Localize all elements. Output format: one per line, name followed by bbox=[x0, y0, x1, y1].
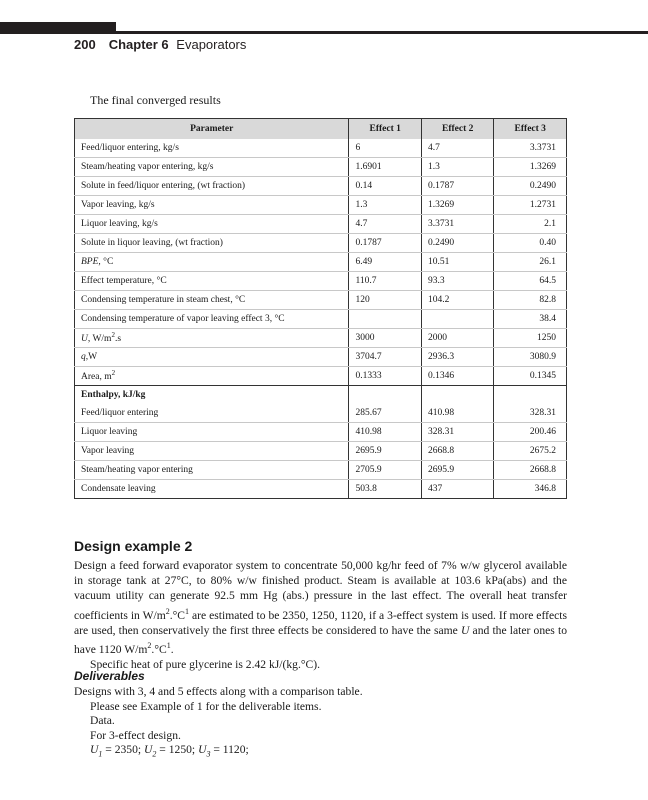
result-effect-3-cell: 2.1 bbox=[494, 215, 567, 234]
result-effect-1-cell: 0.1787 bbox=[349, 234, 422, 253]
enthalpy-effect-3-cell: 328.31 bbox=[494, 404, 567, 423]
result-row bbox=[75, 310, 567, 329]
page-number: 200 bbox=[74, 37, 96, 52]
results-table bbox=[74, 118, 567, 499]
result-effect-2-cell: 0.1346 bbox=[421, 367, 494, 386]
result-row bbox=[75, 253, 567, 272]
chapter-label: Chapter 6 bbox=[108, 37, 169, 52]
result-param-cell: Feed/liquor entering, kg/s bbox=[75, 139, 349, 158]
result-effect-2-cell: 2936.3 bbox=[421, 348, 494, 367]
result-effect-2-cell: 3.3731 bbox=[421, 215, 494, 234]
result-effect-3-cell: 64.5 bbox=[494, 272, 567, 291]
result-param-cell: Condensing temperature of vapor leaving effect 3, °C bbox=[75, 310, 349, 329]
enthalpy-effect-1-cell: 410.98 bbox=[349, 423, 422, 442]
enthalpy-effect-3-cell: 2668.8 bbox=[494, 461, 567, 480]
result-effect-1-cell bbox=[349, 310, 422, 329]
result-param-cell: Area, $m^2$ bbox=[75, 367, 349, 386]
result-row bbox=[75, 177, 567, 196]
header-effect-3: Effect 3 bbox=[494, 119, 567, 140]
result-effect-1-cell: 1.3 bbox=[349, 196, 422, 215]
header-effect-2: Effect 2 bbox=[421, 119, 494, 140]
result-effect-1-cell: 110.7 bbox=[349, 272, 422, 291]
empty-cell bbox=[494, 386, 567, 405]
result-row bbox=[75, 329, 567, 348]
result-effect-2-cell: 1.3 bbox=[421, 158, 494, 177]
enthalpy-section-row bbox=[75, 386, 567, 405]
enthalpy-effect-1-cell: 2695.9 bbox=[349, 442, 422, 461]
enthalpy-row bbox=[75, 423, 567, 442]
result-param-cell: Steam/heating vapor entering, kg/s bbox=[75, 158, 349, 177]
result-row bbox=[75, 367, 567, 386]
enthalpy-effect-1-cell: 503.8 bbox=[349, 480, 422, 499]
three-effect-line: For 3-effect design. bbox=[90, 728, 181, 742]
enthalpy-effect-2-cell: 437 bbox=[421, 480, 494, 499]
result-effect-1-cell: 1.6901 bbox=[349, 158, 422, 177]
result-effect-1-cell: 6.49 bbox=[349, 253, 422, 272]
enthalpy-param-cell: Steam/heating vapor entering bbox=[75, 461, 349, 480]
result-effect-1-cell: 120 bbox=[349, 291, 422, 310]
result-effect-3-cell: 82.8 bbox=[494, 291, 567, 310]
result-effect-3-cell: 3.3731 bbox=[494, 139, 567, 158]
enthalpy-effect-1-cell: 2705.9 bbox=[349, 461, 422, 480]
enthalpy-row bbox=[75, 404, 567, 423]
deliverables-list bbox=[74, 685, 363, 762]
result-row bbox=[75, 139, 567, 158]
result-effect-1-cell: 0.14 bbox=[349, 177, 422, 196]
result-effect-2-cell: 104.2 bbox=[421, 291, 494, 310]
result-effect-3-cell: 26.1 bbox=[494, 253, 567, 272]
result-row bbox=[75, 272, 567, 291]
result-param-cell: q,W bbox=[75, 348, 349, 367]
enthalpy-param-cell: Condensate leaving bbox=[75, 480, 349, 499]
enthalpy-body bbox=[75, 386, 567, 499]
u-values-line: $U_1 = 2350$; $U_2 = 1250$; $U_3 = 1120$; bbox=[90, 743, 249, 759]
result-effect-2-cell: 1.3269 bbox=[421, 196, 494, 215]
enthalpy-row bbox=[75, 461, 567, 480]
design-paragraph: Design a feed forward evaporator system to concentrate 50,000 kg/hr feed of 7% w/w glycerol available in storage tank at 27°C, to 80% w/w finished product. Steam is available at 103.6 kPa(abs) and the vacuum utility can generate 92.5 mm Hg (abs.) pressure in the last effect. The overall heat transfer coefficients in $W/m^2.^\circ C^1$ are estimated to be 2350, 1250, 1120, if a 3-effect system is used. If more effects are used, then conservatively the first three effects be considered to have the same U and the later ones to have 1120 $W/m^2.^\circ C^1$. bbox=[74, 559, 567, 656]
design-example-title: Design example 2 bbox=[74, 538, 193, 554]
result-effect-1-cell: 3000 bbox=[349, 329, 422, 348]
enthalpy-row bbox=[75, 442, 567, 461]
chapter-title: Evaporators bbox=[176, 37, 247, 52]
specific-heat-line: Specific heat of pure glycerine is 2.42 kJ/(kg.°C). bbox=[90, 657, 321, 671]
deliverables-title: Deliverables bbox=[74, 669, 145, 683]
result-effect-3-cell: 38.4 bbox=[494, 310, 567, 329]
result-effect-2-cell: 2000 bbox=[421, 329, 494, 348]
result-param-cell: Solute in feed/liquor entering, (wt fraction) bbox=[75, 177, 349, 196]
result-param-cell: Vapor leaving, kg/s bbox=[75, 196, 349, 215]
design-description bbox=[74, 558, 567, 672]
result-effect-3-cell: 0.40 bbox=[494, 234, 567, 253]
enthalpy-effect-3-cell: 346.8 bbox=[494, 480, 567, 499]
enthalpy-row bbox=[75, 480, 567, 499]
result-param-cell: Solute in liquor leaving, (wt fraction) bbox=[75, 234, 349, 253]
result-param-cell: U, $W/m^2.s$ bbox=[75, 329, 349, 348]
result-row bbox=[75, 158, 567, 177]
enthalpy-effect-1-cell: 285.67 bbox=[349, 404, 422, 423]
empty-cell bbox=[349, 386, 422, 405]
enthalpy-title: Enthalpy, kJ/kg bbox=[75, 386, 349, 405]
enthalpy-effect-3-cell: 200.46 bbox=[494, 423, 567, 442]
enthalpy-effect-2-cell: 328.31 bbox=[421, 423, 494, 442]
result-effect-2-cell bbox=[421, 310, 494, 329]
enthalpy-param-cell: Feed/liquor entering bbox=[75, 404, 349, 423]
data-label: Data. bbox=[90, 714, 115, 727]
results-body bbox=[75, 139, 567, 386]
result-effect-3-cell: 1.2731 bbox=[494, 196, 567, 215]
result-row bbox=[75, 196, 567, 215]
header-parameter: Parameter bbox=[75, 119, 349, 140]
enthalpy-param-cell: Vapor leaving bbox=[75, 442, 349, 461]
enthalpy-effect-3-cell: 2675.2 bbox=[494, 442, 567, 461]
result-effect-2-cell: 0.1787 bbox=[421, 177, 494, 196]
result-effect-1-cell: 0.1333 bbox=[349, 367, 422, 386]
result-param-cell: Liquor leaving, kg/s bbox=[75, 215, 349, 234]
result-effect-3-cell: 1250 bbox=[494, 329, 567, 348]
result-effect-2-cell: 0.2490 bbox=[421, 234, 494, 253]
result-row bbox=[75, 215, 567, 234]
see-example-line: Please see Example of 1 for the deliverable items. bbox=[90, 699, 322, 713]
result-effect-3-cell: 1.3269 bbox=[494, 158, 567, 177]
result-effect-1-cell: 4.7 bbox=[349, 215, 422, 234]
result-param-cell: Effect temperature, °C bbox=[75, 272, 349, 291]
result-row bbox=[75, 348, 567, 367]
result-effect-3-cell: 3080.9 bbox=[494, 348, 567, 367]
result-effect-3-cell: 0.2490 bbox=[494, 177, 567, 196]
header-rule bbox=[0, 31, 648, 34]
deliverables-line: Designs with 3, 4 and 5 effects along with a comparison table. bbox=[74, 685, 363, 698]
enthalpy-effect-2-cell: 2695.9 bbox=[421, 461, 494, 480]
enthalpy-effect-2-cell: 410.98 bbox=[421, 404, 494, 423]
result-effect-1-cell: 6 bbox=[349, 139, 422, 158]
result-param-cell: Condensing temperature in steam chest, °C bbox=[75, 291, 349, 310]
result-effect-2-cell: 93.3 bbox=[421, 272, 494, 291]
result-effect-3-cell: 0.1345 bbox=[494, 367, 567, 386]
result-row bbox=[75, 234, 567, 253]
empty-cell bbox=[421, 386, 494, 405]
intro-text: The final converged results bbox=[90, 93, 221, 107]
header-effect-1: Effect 1 bbox=[349, 119, 422, 140]
enthalpy-param-cell: Liquor leaving bbox=[75, 423, 349, 442]
enthalpy-effect-2-cell: 2668.8 bbox=[421, 442, 494, 461]
result-effect-2-cell: 4.7 bbox=[421, 139, 494, 158]
result-effect-2-cell: 10.51 bbox=[421, 253, 494, 272]
result-row bbox=[75, 291, 567, 310]
page-header bbox=[74, 37, 246, 52]
result-effect-1-cell: 3704.7 bbox=[349, 348, 422, 367]
result-param-cell: BPE, °C bbox=[75, 253, 349, 272]
